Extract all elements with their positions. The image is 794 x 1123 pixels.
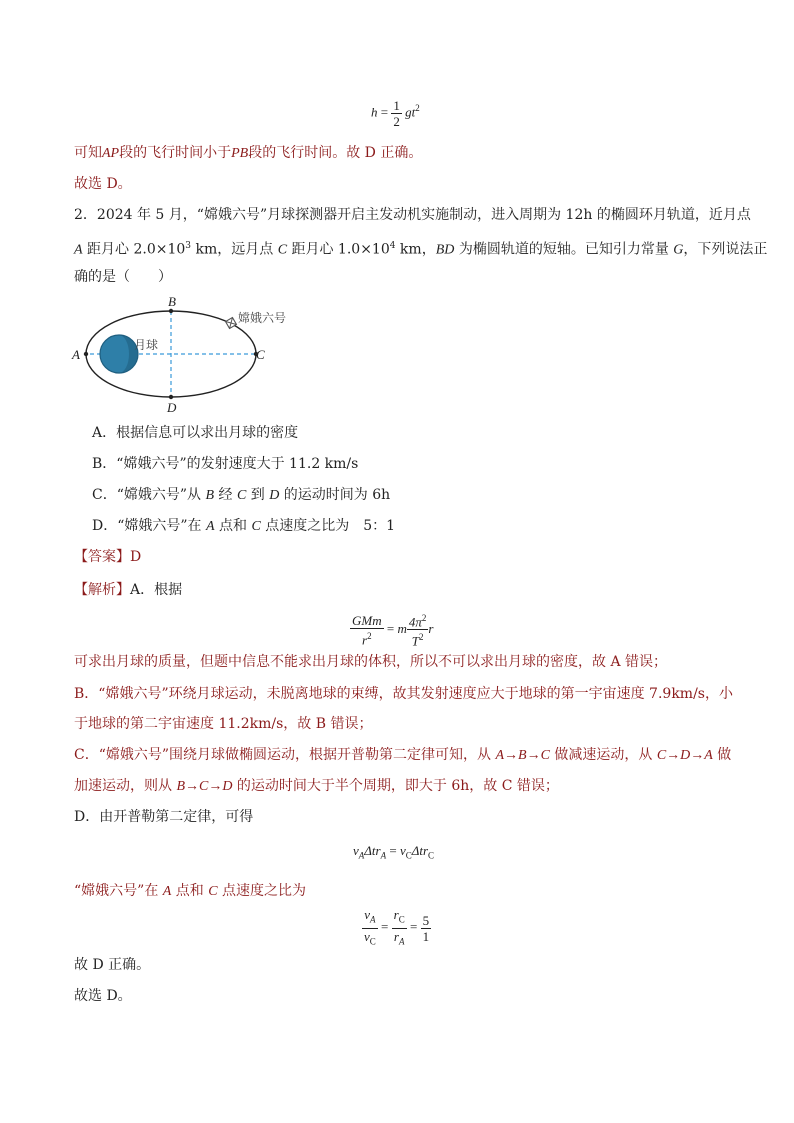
formula-h [371,98,420,129]
formula-kepler [353,843,434,861]
formula-h-rhs: gt [405,104,416,120]
probe-icon [226,318,237,329]
point-b-dot [169,309,173,313]
analysis-d2-c: 点和 [171,883,209,899]
q-sup-2: 4 [389,241,396,251]
opt-d-var-c: C [251,519,261,534]
gravity-den-right-sup: 2 [418,632,424,643]
analysis-final: 故选 D。 [74,988,132,1004]
analysis-d2-var-c: C [208,884,218,899]
analysis-c2-c: 的运动时间大于半个周期，即大于 6h，故 C 错误； [232,778,559,794]
opt-d-text-e: 点速度之比为 5：1 [260,518,396,534]
prev-line-2: 故选 D。 [74,176,132,192]
analysis-d-line-1: D．由开普勒第二定律，可得 [74,809,254,825]
formula-h-eq: = [380,104,389,120]
ratio-d3: 1 [422,928,430,944]
var-bd: BD [435,242,455,258]
orbit-diagram [64,292,314,422]
prev-line-1 [74,143,422,164]
opt-c-text-g: 的运动时间为 6h [279,487,391,503]
analysis-d-line-2 [74,881,306,902]
analysis-b-line-2: 于地球的第二宇宙速度 11.2km/s，故 B 错误； [74,716,373,732]
opt-c-var-c: C [236,488,247,503]
gravity-num-left: GMm [352,612,382,628]
q-text-j: ，下列说法正 [683,241,768,258]
analysis-label: 【解析】 [74,582,130,598]
var-pb: PB [231,146,249,161]
analysis-b-line-1: B．“嫦娥六号”环绕月球运动，未脱离地球的束缚，故其发射速度应大于地球的第一宇宙速度 7.9km/s，小 [74,686,733,702]
gravity-num-right: 4π [408,614,422,630]
gravity-r: r [428,620,434,636]
analysis-d2-var-a: A [162,884,172,899]
opt-c-var-d: D [269,488,280,503]
q-sup-1: 3 [185,241,192,251]
analysis-c-line-2 [74,776,559,797]
kepler-s1: A [358,850,365,861]
analysis-intro-text: A．根据 [130,582,183,598]
q-text-b: 距月心 2.0×10 [82,241,186,258]
q-text-f: km， [395,241,436,258]
analysis-intro [74,580,182,600]
label-probe: 嫦娥六号 [238,311,287,325]
kepler-v2: v [399,843,406,858]
formula-h-num: 1 [393,98,400,113]
ratio-d2: r [393,928,399,944]
gravity-frac-left [350,613,384,647]
analysis-c1-e: 做 [712,747,732,763]
ratio-n2s: C [398,914,405,925]
ratio-frac-3 [421,913,432,944]
ratio-frac-2 [392,907,407,949]
analysis-c2-a: 加速运动，则从 [74,778,177,794]
opt-c-text-a: C．“嫦娥六号”从 [92,487,206,503]
ratio-eq1: = [381,919,389,935]
kepler-s2: A [380,850,387,861]
label-a: A [72,347,80,362]
analysis-d2-e: 点速度之比为 [217,883,307,899]
ratio-n1s: A [370,914,376,925]
ratio-n3: 5 [422,912,430,928]
question-line-3: 确的是（ ） [74,269,172,285]
gravity-den-left: r [362,632,368,647]
opt-d-var-a: A [206,519,215,534]
var-a: A [74,242,83,258]
option-c [92,485,390,506]
kepler-eq: = [389,843,397,858]
opt-d-text-c: 点和 [214,518,252,534]
analysis-d-conclusion: 故 D 正确。 [74,957,151,973]
analysis-c1-a: C．“嫦娥六号”围绕月球做椭圆运动，根据开普勒第二定律可知，从 [74,747,496,763]
gravity-frac-right [407,611,429,649]
kepler-s4: C [428,850,435,861]
answer-label: 【答案】 [74,549,130,565]
question-line-2 [74,236,767,261]
formula-h-lhs: h [371,104,378,120]
option-d [92,516,395,537]
label-c: C [256,347,265,362]
formula-h-frac [391,98,402,129]
gravity-num-right-sup: 2 [421,613,427,623]
var-c: C [277,242,288,258]
ratio-frac-1 [362,907,378,949]
opt-c-text-c: 经 [214,487,237,503]
q-text-c: km，远月点 [191,241,278,258]
answer-value: D [130,549,142,565]
answer-line [74,547,141,567]
formula-h-den: 2 [393,114,400,129]
ratio-d1s: C [369,936,376,947]
prev-text-b: 段的飞行时间小于 [119,145,232,161]
point-a-dot [84,352,88,356]
gravity-den-left-sup: 2 [367,630,372,641]
ratio-eq2: = [409,919,418,935]
opt-d-text-a: D．“嫦娥六号”在 [92,518,206,534]
label-b: B [168,294,176,309]
analysis-d2-a: “嫦娥六号”在 [74,883,163,899]
formula-ratio [362,907,431,949]
ratio-d2s: A [398,936,405,947]
analysis-c-line-1 [74,745,731,766]
option-a: A．根据信息可以求出月球的密度 [92,425,299,441]
kepler-v1: v [353,843,359,858]
kepler-s3: C [405,850,412,861]
var-g: G [673,242,684,258]
formula-h-sup: 2 [415,103,420,114]
ratio-d1: v [364,928,370,944]
q-text-e: 距月心 1.0×10 [287,241,390,258]
point-d-dot [169,395,173,399]
formula-gravity [350,611,433,649]
label-moon: 月球 [134,338,159,352]
analysis-c2-path: B→C→D [176,779,233,794]
option-b: B．“嫦娥六号”的发射速度大于 11.2 km/s [92,456,359,472]
analysis-c1-path-1: A→B→C [495,748,550,763]
gravity-m: m [397,620,407,636]
analysis-a-conclusion: 可求出月球的质量，但题中信息不能求出月球的体积，所以不可以求出月球的密度，故 A 错误； [74,654,668,670]
opt-c-var-b: B [205,488,215,503]
kepler-mid1: Δtr [364,843,381,858]
gravity-den-right: T [411,633,419,649]
analysis-c1-c: 做减速运动，从 [549,747,657,763]
analysis-c1-path-2: C→D→A [656,748,713,763]
kepler-mid2: Δtr [411,843,429,858]
prev-text-a: 可知 [74,145,102,161]
question-line-1: 2．2024 年 5 月，“嫦娥六号”月球探测器开启主发动机实施制动，进入周期为 12h 的椭圆环月轨道，近月点 [74,207,751,223]
ratio-n1: v [364,907,371,922]
ratio-n2: r [393,907,399,922]
var-ap: AP [102,146,120,161]
q-text-h: 为椭圆轨道的短轴。已知引力常量 [454,241,674,258]
opt-c-text-e: 到 [246,487,270,503]
prev-text-c: 段的飞行时间。故 D 正确。 [248,145,423,161]
gravity-eq: = [386,620,395,636]
label-d: D [167,400,177,415]
